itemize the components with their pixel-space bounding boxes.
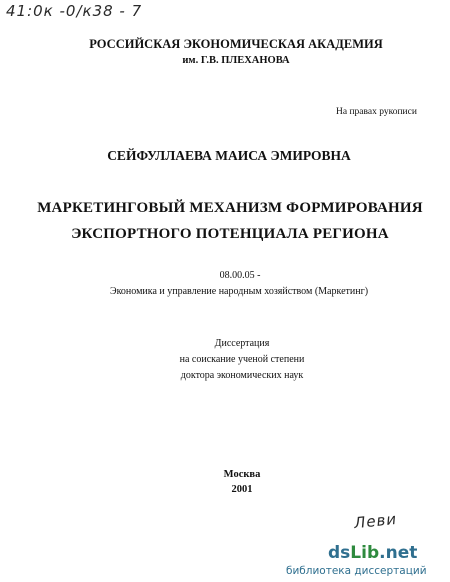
dissertation-title-line-1: МАРКЕТИНГОВЫЙ МЕХАНИЗМ ФОРМИРОВАНИЯ: [37, 200, 423, 216]
rights-note: На правах рукописи: [336, 107, 417, 117]
academy-named-after: им. Г.В. ПЛЕХАНОВА: [182, 55, 290, 66]
handwritten-code: 41:0к -0/к38 - 7: [6, 2, 143, 20]
degree-purpose: на соискание ученой степени: [179, 354, 305, 365]
author-name: СЕЙФУЛЛАЕВА МАИСА ЭМИРОВНА: [107, 148, 351, 163]
watermark-logo: [328, 543, 417, 563]
watermark: [250, 542, 450, 582]
degree-type: Диссертация: [214, 338, 270, 349]
handwritten-signature: Леви: [353, 509, 398, 533]
watermark-logo-lib: Lib: [350, 543, 380, 563]
watermark-subtitle: библиотека диссертаций: [286, 565, 427, 577]
specialty-name: Экономика и управление народным хозяйством (Маркетинг): [109, 286, 369, 297]
degree-level: доктора экономических наук: [180, 370, 304, 381]
city: Москва: [223, 469, 261, 480]
watermark-logo-ds: ds: [328, 543, 351, 563]
specialty-code: 08.00.05 -: [219, 270, 261, 281]
watermark-logo-net: .net: [379, 543, 418, 563]
year: 2001: [231, 484, 253, 495]
academy-name: РОССИЙСКАЯ ЭКОНОМИЧЕСКАЯ АКАДЕМИЯ: [89, 37, 383, 51]
dissertation-title-line-2: ЭКСПОРТНОГО ПОТЕНЦИАЛА РЕГИОНА: [71, 226, 389, 242]
